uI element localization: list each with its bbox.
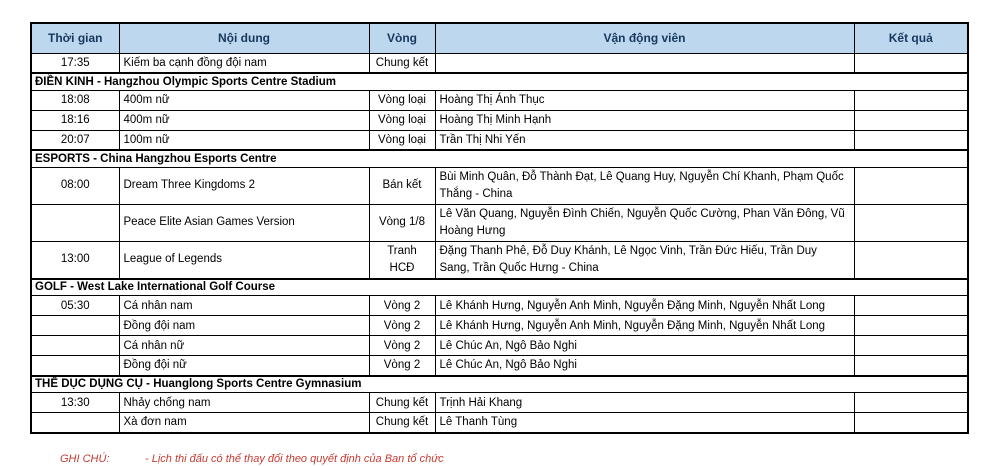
section-label: ESPORTS - China Hangzhou Esports Centre [31,150,968,167]
time-cell: 17:35 [31,53,119,73]
header-time: Thời gian [31,23,119,53]
athletes-cell: Lê Văn Quang, Nguyễn Đình Chiến, Nguyễn Quốc Cường, Phan Văn Đông, Vũ Hoàng Hưng [435,204,854,241]
round-cell: Vòng 2 [369,356,435,376]
result-cell [854,110,968,130]
athletes-cell: Lê Chúc An, Ngô Bảo Nghi [435,356,854,376]
table-row [31,356,968,376]
athletes-cell: Bùi Minh Quân, Đỗ Thành Đạt, Lê Quang Huy, Nguyễn Chí Khanh, Phạm Quốc Thắng - China [435,167,854,204]
round-cell: Vòng loại [369,130,435,150]
table-row [31,167,968,204]
section-row-gymnastics [31,376,968,393]
result-cell [854,336,968,356]
section-label: ĐIỀN KINH - Hangzhou Olympic Sports Centre Stadium [31,73,968,90]
section-label: GOLF - West Lake International Golf Course [31,279,968,296]
schedule-table [30,22,969,434]
athletes-cell: Hoàng Thị Minh Hạnh [435,110,854,130]
round-cell: Chung kết [369,413,435,433]
table-row [31,336,968,356]
event-cell: Cá nhân nữ [119,336,369,356]
table-row [31,296,968,316]
table-row [31,316,968,336]
athletes-cell [435,53,854,73]
section-row-athletics [31,73,968,90]
event-cell: 100m nữ [119,130,369,150]
result-cell [854,413,968,433]
time-cell [31,316,119,336]
table-row [31,53,968,73]
table-row [31,241,968,279]
athletes-cell: Hoàng Thị Ánh Thục [435,90,854,110]
time-cell: 20:07 [31,130,119,150]
header-event: Nội dung [119,23,369,53]
event-cell: Đồng đội nam [119,316,369,336]
result-cell [854,241,968,279]
table-row [31,393,968,413]
round-cell: Vòng 2 [369,316,435,336]
athletes-cell: Đặng Thanh Phê, Đỗ Duy Khánh, Lê Ngọc Vinh, Trần Đức Hiếu, Trần Duy Sang, Trần Quốc Hưng - China [435,241,854,279]
time-cell: 08:00 [31,167,119,204]
round-cell: Vòng loại [369,110,435,130]
round-cell: Vòng 2 [369,336,435,356]
time-cell [31,204,119,241]
round-cell: Bán kết [369,167,435,204]
result-cell [854,316,968,336]
round-cell: Chung kết [369,53,435,73]
event-cell: Cá nhân nam [119,296,369,316]
event-cell: Dream Three Kingdoms 2 [119,167,369,204]
time-cell [31,336,119,356]
result-cell [854,356,968,376]
athletes-cell: Trịnh Hải Khang [435,393,854,413]
round-cell: Vòng 1/8 [369,204,435,241]
table-row [31,413,968,433]
note-text: - Lịch thi đấu có thể thay đổi theo quyết định của Ban tổ chức [145,452,444,465]
round-cell: Vòng loại [369,90,435,110]
event-cell: League of Legends [119,241,369,279]
footer-note [60,453,1000,465]
athletes-cell: Lê Thanh Tùng [435,413,854,433]
time-cell: 13:30 [31,393,119,413]
section-row-esports [31,150,968,167]
time-cell: 18:16 [31,110,119,130]
athletes-cell: Lê Khánh Hưng, Nguyễn Anh Minh, Nguyễn Đặng Minh, Nguyễn Nhất Long [435,296,854,316]
time-cell: 18:08 [31,90,119,110]
event-cell: Xà đơn nam [119,413,369,433]
time-cell [31,356,119,376]
result-cell [854,296,968,316]
athletes-cell: Lê Khánh Hưng, Nguyễn Anh Minh, Nguyễn Đặng Minh, Nguyễn Nhất Long [435,316,854,336]
result-cell [854,393,968,413]
event-cell: Đồng đội nữ [119,356,369,376]
round-cell: Chung kết [369,393,435,413]
table-row [31,110,968,130]
note-label: GHI CHÚ: [60,452,110,465]
time-cell: 05:30 [31,296,119,316]
athletes-cell: Trần Thị Nhi Yến [435,130,854,150]
table-row [31,204,968,241]
result-cell [854,90,968,110]
round-cell: Vòng 2 [369,296,435,316]
table-row [31,130,968,150]
header-round: Vòng [369,23,435,53]
event-cell: Nhảy chống nam [119,393,369,413]
event-cell: Peace Elite Asian Games Version [119,204,369,241]
time-cell [31,413,119,433]
result-cell [854,167,968,204]
header-athletes: Vận động viên [435,23,854,53]
time-cell: 13:00 [31,241,119,279]
event-cell: 400m nữ [119,90,369,110]
header-result: Kết quả [854,23,968,53]
table-row [31,90,968,110]
event-cell: Kiếm ba cạnh đồng đội nam [119,53,369,73]
header-row [31,23,968,53]
athletes-cell: Lê Chúc An, Ngô Bảo Nghi [435,336,854,356]
result-cell [854,204,968,241]
event-cell: 400m nữ [119,110,369,130]
section-row-golf [31,279,968,296]
result-cell [854,53,968,73]
section-label: THỂ DỤC DỤNG CỤ - Huanglong Sports Centre Gymnasium [31,376,968,393]
result-cell [854,130,968,150]
round-cell: Tranh HCĐ [369,241,435,279]
